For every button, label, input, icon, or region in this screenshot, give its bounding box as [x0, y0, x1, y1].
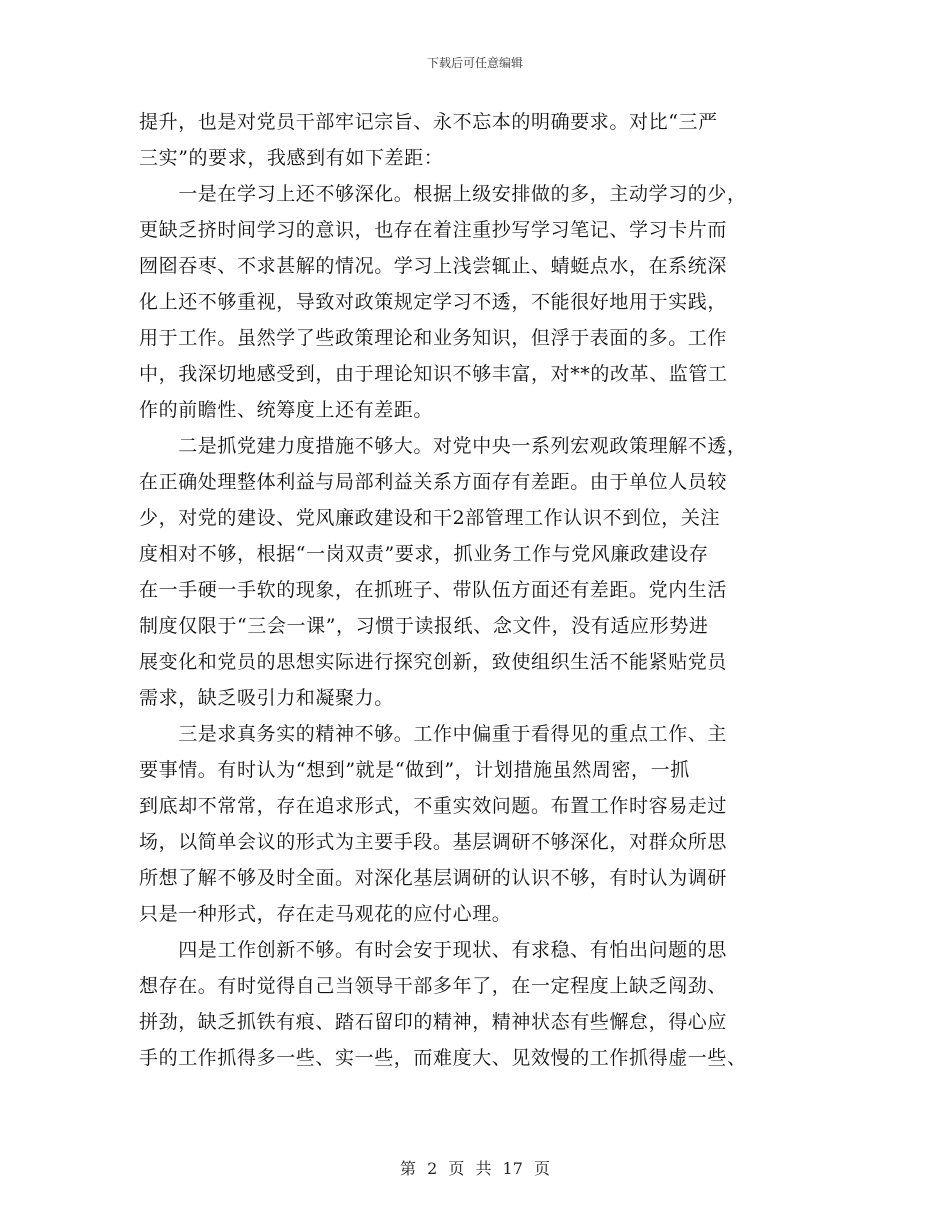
text-line: 一是在学习上还不够深化。根据上级安排做的多，主动学习的少， [139, 183, 747, 205]
text-line: 手的工作抓得多一些、实一些，而难度大、见效慢的工作抓得虚一些、 [139, 1047, 747, 1069]
text-line: 化上还不够重视，导致对政策规定学习不透，不能很好地用于实践， [139, 291, 728, 313]
text-line: 要事情。有时认为“想到”就是“做到”，计划措施虽然周密，一抓 [139, 759, 690, 781]
text-line: 四是工作创新不够。有时会安于现状、有求稳、有怕出问题的思 [139, 939, 728, 961]
text-line: 到底却不常常，存在追求形式，不重实效问题。布置工作时容易走过 [139, 795, 728, 817]
text-line: 想存在。有时觉得自己当领导干部多年了，在一定程度上缺乏闯劲、 [139, 975, 728, 997]
text-line: 场，以简单会议的形式为主要手段。基层调研不够深化，对群众所思 [139, 831, 728, 853]
page-footer: 第 2 页 共 17 页 [400, 1159, 550, 1178]
text-line: 少，对党的建设、党风廉政建设和干2部管理工作认识不到位，关注 [139, 507, 721, 529]
text-line: 度相对不够，根据“一岗双责”要求，抓业务工作与党风廉政建设存 [139, 543, 709, 565]
text-line: 在正确处理整体利益与局部利益关系方面存有差距。由于单位人员较 [139, 471, 728, 493]
document-body [139, 104, 815, 1076]
text-line: 制度仅限于“三会一课”，习惯于读报纸、念文件，没有适应形势进 [139, 615, 709, 637]
text-line: 所想了解不够及时全面。对深化基层调研的认识不够，有时认为调研 [139, 867, 728, 889]
text-line: 三是求真务实的精神不够。工作中偏重于看得见的重点工作、主 [139, 723, 728, 745]
text-line: 更缺乏挤时间学习的意识，也存在着注重抄写学习笔记、学习卡片而 [139, 219, 728, 241]
text-line: 三实”的要求，我感到有如下差距： [139, 147, 444, 169]
text-line: 拼劲，缺乏抓铁有痕、踏石留印的精神，精神状态有些懈怠，得心应 [139, 1011, 728, 1033]
text-line: 提升，也是对党员干部牢记宗旨、永不忘本的明确要求。对比“三严 [139, 111, 718, 133]
text-line: 在一手硬一手软的现象，在抓班子、带队伍方面还有差距。党内生活 [139, 579, 728, 601]
text-line: 作的前瞻性、统筹度上还有差距。 [139, 399, 434, 421]
page-header: 下载后可任意编辑 [426, 56, 523, 70]
text-line: 用于工作。虽然学了些政策理论和业务知识，但浮于表面的多。工作 [139, 327, 728, 349]
text-line: 二是抓党建力度措施不够大。对党中央一系列宏观政策理解不透， [139, 435, 747, 457]
text-line: 中，我深切地感受到，由于理论知识不够丰富，对**的改革、监管工 [139, 363, 728, 385]
text-line: 只是一种形式，存在走马观花的应付心理。 [139, 903, 512, 925]
text-line: 展变化和党员的思想实际进行探究创新，致使组织生活不能紧贴党员 [139, 651, 728, 673]
text-line: 囫囵吞枣、不求甚解的情况。学习上浅尝辄止、蜻蜓点水，在系统深 [139, 255, 728, 277]
text-line: 需求，缺乏吸引力和凝聚力。 [139, 687, 394, 709]
